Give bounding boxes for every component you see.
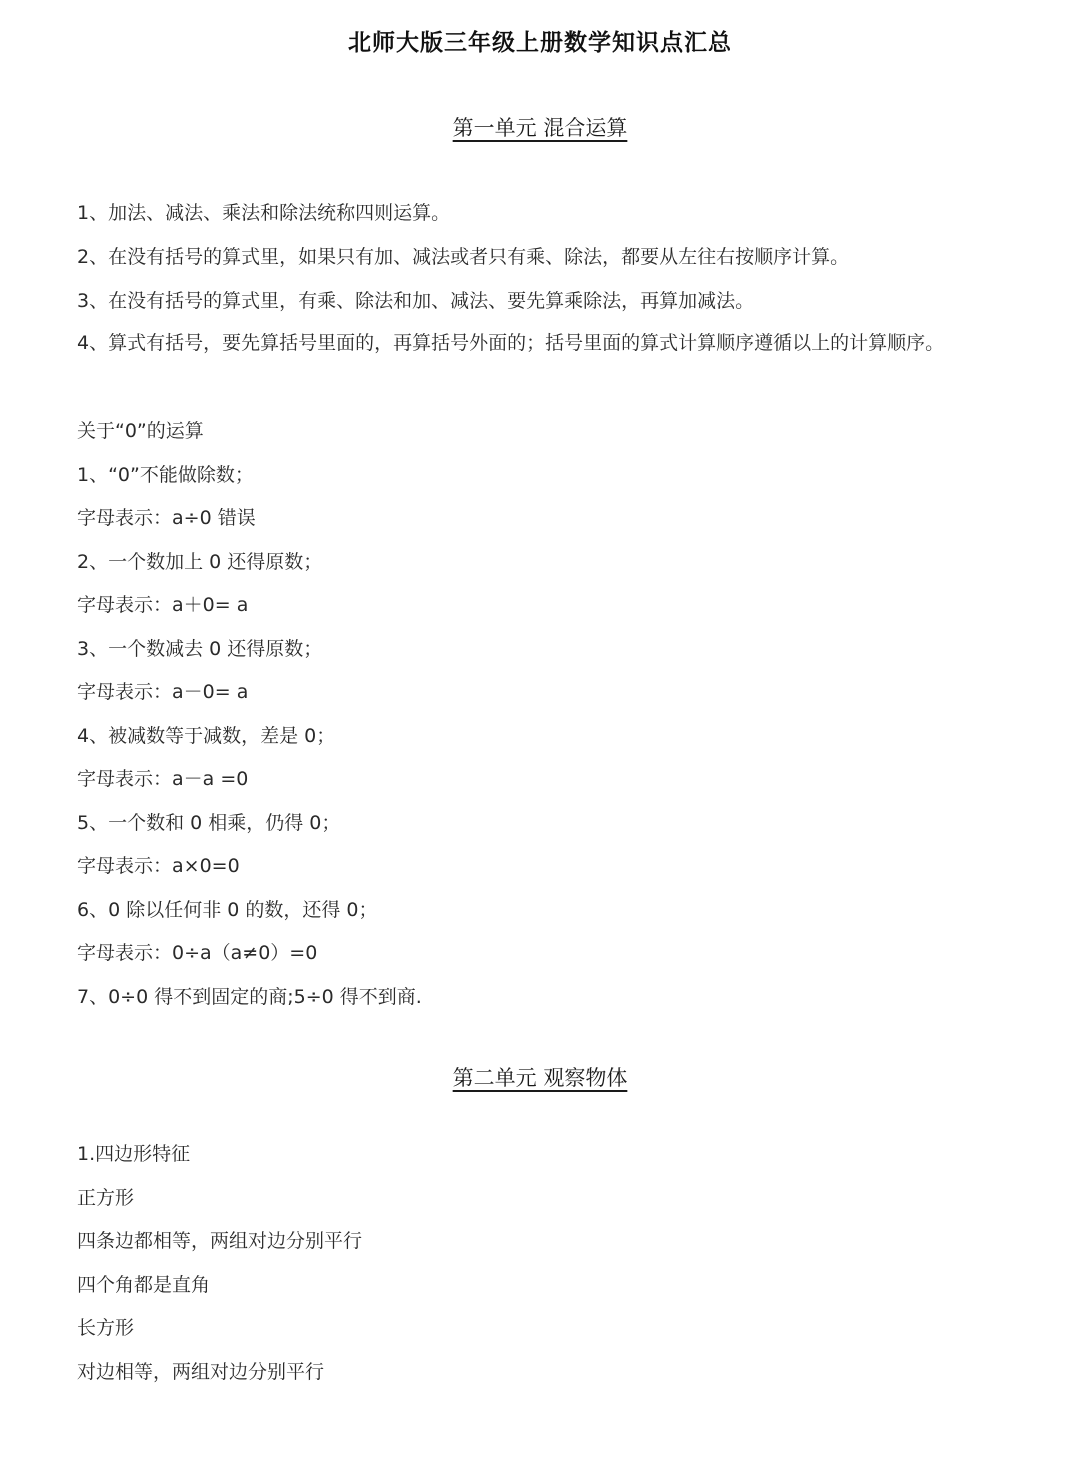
unit-2-heading-text: 第二单元 观察物体 bbox=[452, 1066, 628, 1090]
unit-2-line-4: 四个角都是直角 bbox=[77, 1274, 211, 1296]
zero-rule-7: 7、0÷0 得不到固定的商;5÷0 得不到商. bbox=[77, 986, 422, 1008]
zero-rule-5-formula: 字母表示：a×0=0 bbox=[77, 855, 240, 877]
zero-rule-3: 3、一个数减去 0 还得原数； bbox=[77, 638, 323, 660]
zero-rule-2: 2、一个数加上 0 还得原数； bbox=[77, 551, 323, 573]
unit-1-line-1: 1、加法、减法、乘法和除法统称四则运算。 bbox=[77, 202, 451, 224]
unit-1-line-3: 3、在没有括号的算式里，有乘、除法和加、减法、要先算乘除法，再算加减法。 bbox=[77, 290, 755, 312]
unit-1-line-2: 2、在没有括号的算式里，如果只有加、减法或者只有乘、除法，都要从左往右按顺序计算。 bbox=[77, 246, 850, 268]
unit-2-line-5: 长方形 bbox=[77, 1317, 135, 1339]
document-title: 北师大版三年级上册数学知识点汇总 bbox=[348, 30, 732, 56]
zero-rule-1: 1、“0”不能做除数； bbox=[77, 464, 254, 486]
unit-1-heading-text: 第一单元 混合运算 bbox=[452, 116, 628, 140]
zero-rule-3-formula: 字母表示：a－0= a bbox=[77, 681, 249, 703]
zero-rule-6: 6、0 除以任何非 0 的数，还得 0； bbox=[77, 899, 378, 921]
unit-2-heading bbox=[0, 1062, 1080, 1092]
zero-rules-heading: 关于“0”的运算 bbox=[77, 420, 204, 442]
unit-1-line-4: 4、算式有括号，要先算括号里面的，再算括号外面的；括号里面的算式计算顺序遵循以上的计算顺序。 bbox=[77, 332, 945, 354]
unit-2-line-2: 正方形 bbox=[77, 1187, 135, 1209]
unit-2-line-1: 1.四边形特征 bbox=[77, 1143, 191, 1165]
unit-2-line-6: 对边相等，两组对边分别平行 bbox=[77, 1361, 325, 1383]
zero-rule-4: 4、被减数等于减数，差是 0； bbox=[77, 725, 336, 747]
zero-rule-4-formula: 字母表示：a－a =0 bbox=[77, 768, 249, 790]
zero-rule-2-formula: 字母表示：a＋0= a bbox=[77, 594, 249, 616]
unit-2-line-3: 四条边都相等，两组对边分别平行 bbox=[77, 1230, 363, 1252]
zero-rule-5: 5、一个数和 0 相乘，仍得 0； bbox=[77, 812, 341, 834]
zero-rule-6-formula: 字母表示：0÷a（a≠0）=0 bbox=[77, 942, 318, 964]
zero-rule-1-formula: 字母表示：a÷0 错误 bbox=[77, 507, 256, 529]
unit-1-heading bbox=[0, 112, 1080, 142]
